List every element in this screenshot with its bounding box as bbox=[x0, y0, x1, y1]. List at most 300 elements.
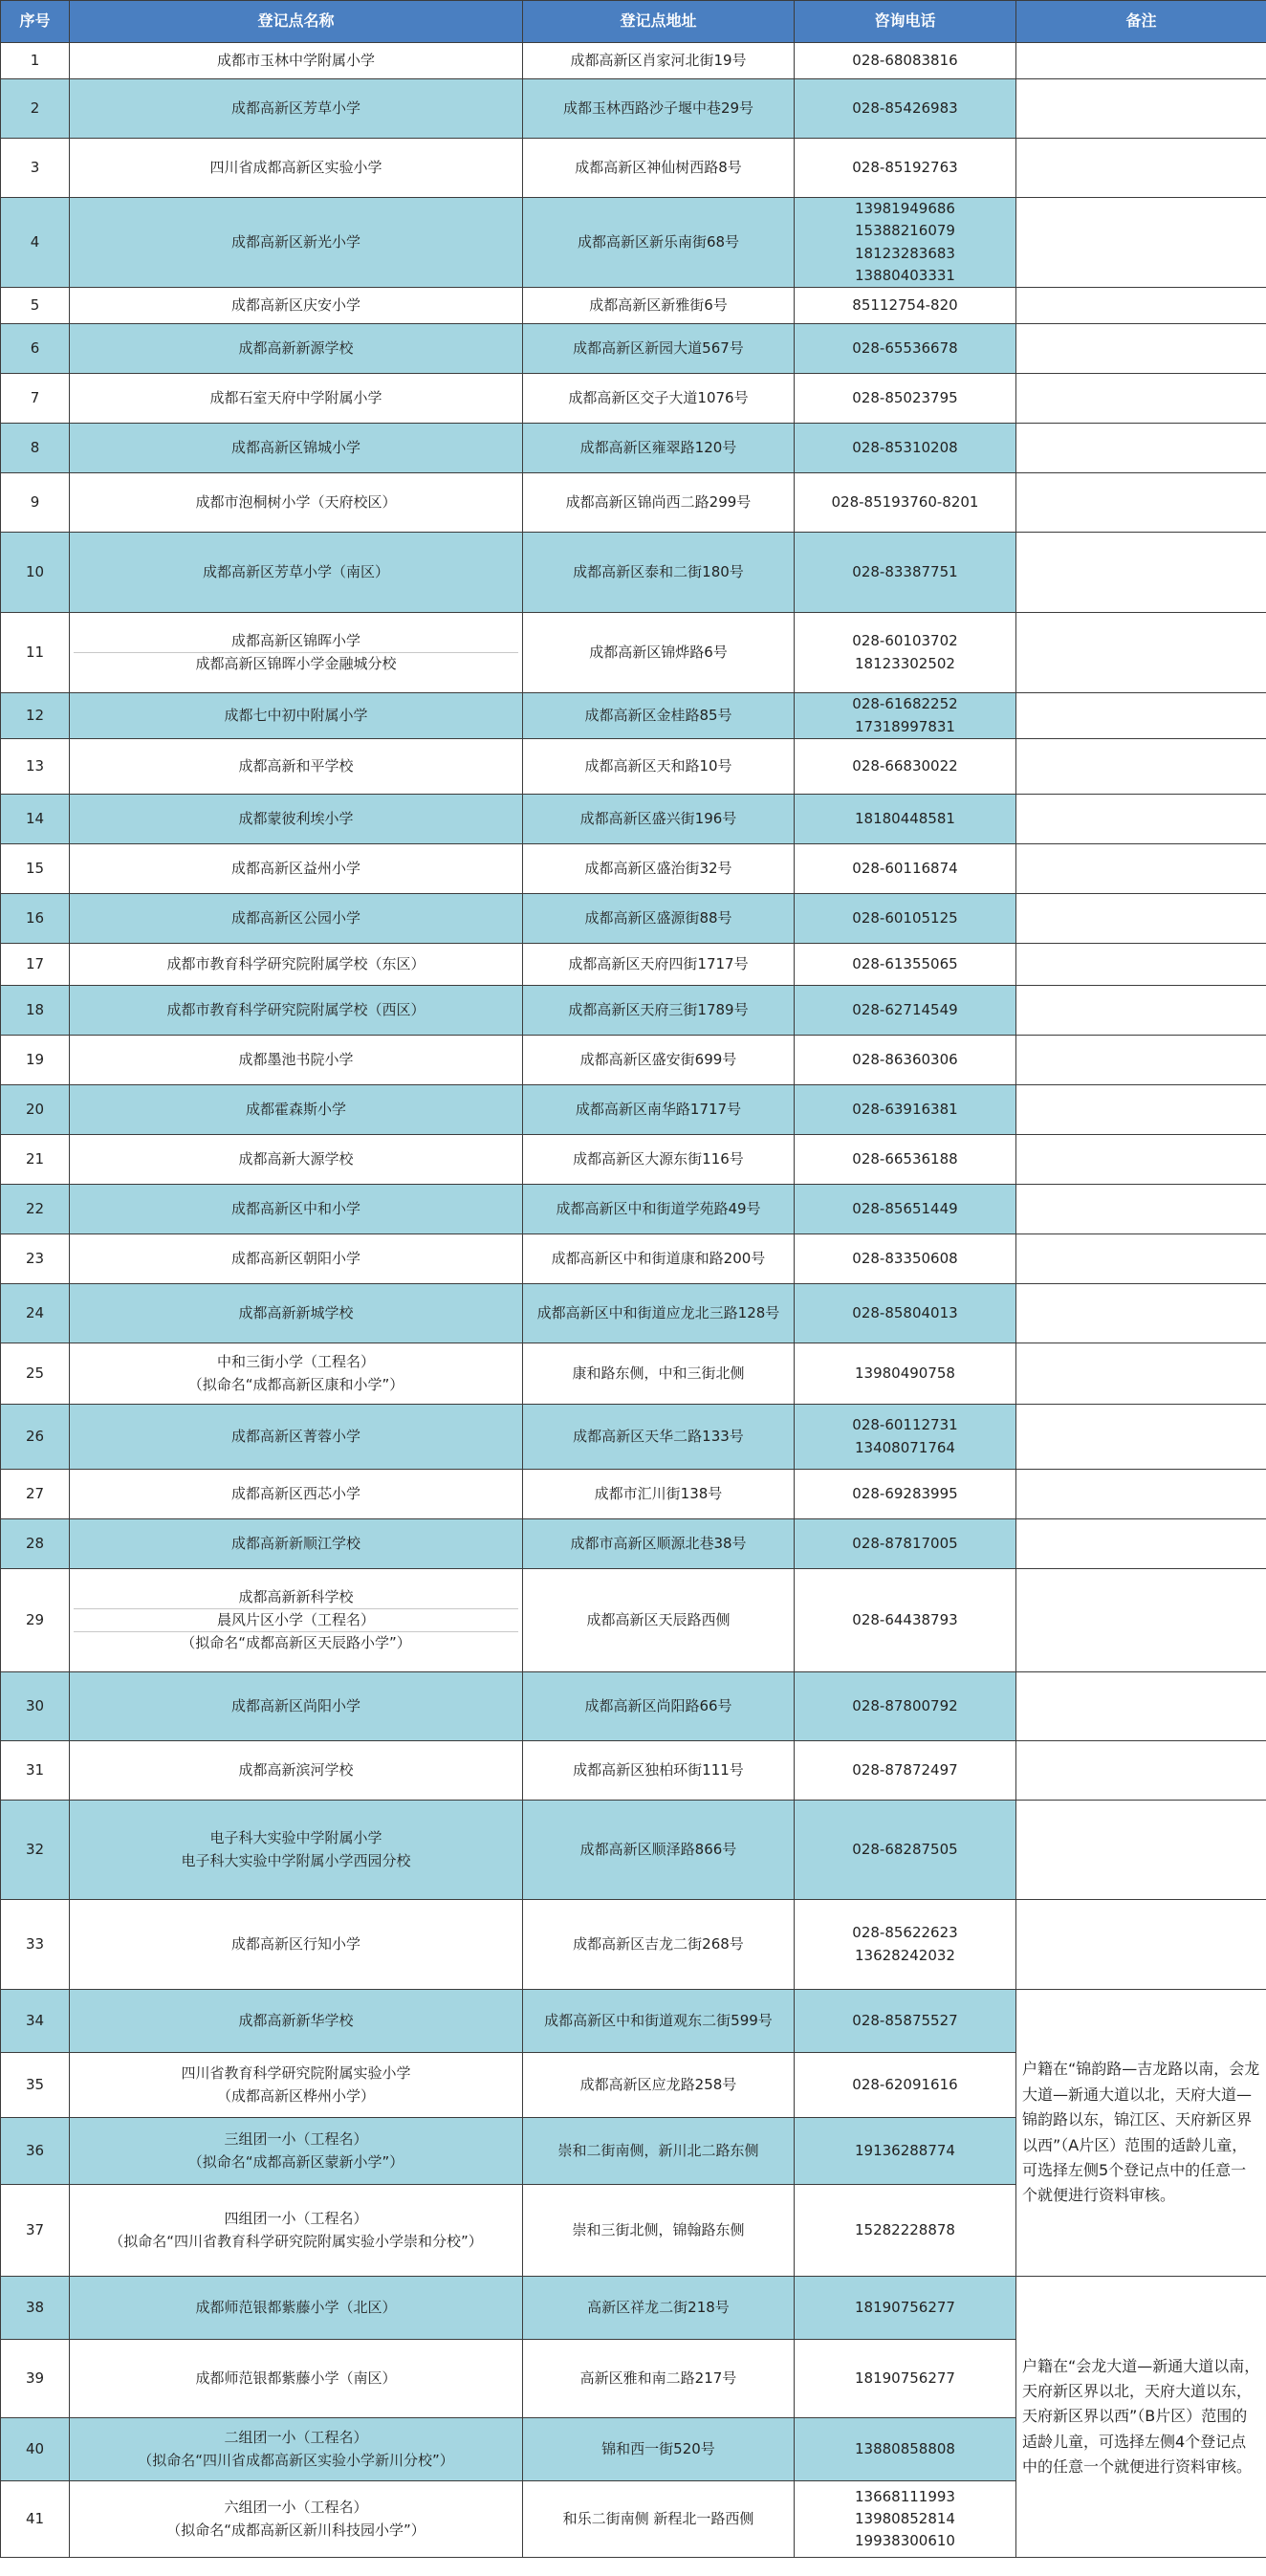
school-name-line: 成都高新区朝阳小学 bbox=[230, 1249, 360, 1267]
note-cell bbox=[1016, 1801, 1266, 1900]
contact-phone bbox=[795, 1185, 1016, 1234]
contact-phone bbox=[795, 844, 1016, 894]
note-cell bbox=[1016, 844, 1266, 894]
row-number: 8 bbox=[1, 424, 70, 473]
school-address-line: 成都高新区泰和二街180号 bbox=[573, 562, 744, 580]
row-number: 7 bbox=[1, 374, 70, 424]
school-address bbox=[523, 1519, 795, 1569]
school-name-line: 成都高新区芳草小学 bbox=[230, 98, 360, 117]
row-number: 21 bbox=[1, 1135, 70, 1185]
row-number: 2 bbox=[1, 79, 70, 139]
school-address bbox=[523, 1135, 795, 1185]
school-name bbox=[70, 1569, 523, 1672]
school-address-line: 成都高新区大源东街116号 bbox=[573, 1149, 744, 1168]
note-cell bbox=[1016, 1085, 1266, 1135]
note-cell bbox=[1016, 1135, 1266, 1185]
row-number: 22 bbox=[1, 1185, 70, 1234]
row-number: 6 bbox=[1, 324, 70, 374]
contact-phone-line: 18123283683 bbox=[855, 244, 955, 262]
contact-phone bbox=[795, 1085, 1016, 1135]
contact-phone-line: 15282228878 bbox=[855, 2220, 955, 2238]
school-name bbox=[70, 139, 523, 198]
school-name bbox=[70, 986, 523, 1036]
school-name-line: 成都高新区行知小学 bbox=[230, 1934, 360, 1953]
row-number: 10 bbox=[1, 533, 70, 613]
school-name-line: 成都蒙彼利埃小学 bbox=[238, 809, 354, 827]
school-address bbox=[523, 288, 795, 324]
contact-phone-line: 028-87800792 bbox=[852, 1696, 958, 1714]
note-area-b: 户籍在“会龙大道—新通大道以南，天府新区界以北，天府大道以东，天府新区界以西”（B片区）范围的适龄儿童，可选择左侧4个登记点中的任意一个就便进行资料审核。 bbox=[1016, 2277, 1266, 2558]
school-name-line: 成都高新新源学校 bbox=[238, 338, 354, 357]
table-row bbox=[1, 1234, 1266, 1284]
school-address-line: 成都高新区新雅街6号 bbox=[589, 295, 728, 314]
school-address bbox=[523, 1801, 795, 1900]
school-address bbox=[523, 1741, 795, 1801]
school-name bbox=[70, 288, 523, 324]
school-name-line: 晨风片区小学（工程名） bbox=[74, 1608, 518, 1631]
contact-phone bbox=[795, 533, 1016, 613]
school-name bbox=[70, 2118, 523, 2185]
table-row bbox=[1, 1801, 1266, 1900]
school-address bbox=[523, 1990, 795, 2053]
contact-phone bbox=[795, 1135, 1016, 1185]
school-address-line: 成都高新区天府三街1789号 bbox=[568, 1000, 749, 1018]
contact-phone bbox=[795, 1990, 1016, 2053]
school-address-line: 成都高新区中和街道学苑路49号 bbox=[556, 1199, 761, 1217]
school-address-line: 成都高新区中和街道应龙北三路128号 bbox=[536, 1303, 780, 1321]
contact-phone bbox=[795, 79, 1016, 139]
table-row bbox=[1, 894, 1266, 944]
school-address bbox=[523, 1284, 795, 1343]
contact-phone-line: 028-68287505 bbox=[852, 1840, 958, 1858]
row-number: 12 bbox=[1, 693, 70, 739]
contact-phone-line: 13408071764 bbox=[855, 1438, 955, 1456]
school-name bbox=[70, 473, 523, 533]
school-address-line: 成都高新区雍翠路120号 bbox=[579, 438, 737, 456]
school-address bbox=[523, 79, 795, 139]
contact-phone-line: 028-60112731 bbox=[852, 1416, 958, 1434]
row-number: 4 bbox=[1, 198, 70, 288]
row-number: 30 bbox=[1, 1672, 70, 1741]
row-number: 36 bbox=[1, 2118, 70, 2185]
header-phone: 咨询电话 bbox=[795, 1, 1016, 43]
contact-phone-line: 028-69283995 bbox=[852, 1484, 958, 1502]
contact-phone bbox=[795, 795, 1016, 844]
school-name-line: 成都市玉林中学附属小学 bbox=[216, 51, 375, 69]
contact-phone-line: 028-87872497 bbox=[852, 1760, 958, 1779]
contact-phone-line: 13980490758 bbox=[855, 1364, 955, 1382]
note-cell bbox=[1016, 139, 1266, 198]
contact-phone bbox=[795, 1234, 1016, 1284]
school-name bbox=[70, 1284, 523, 1343]
row-number: 40 bbox=[1, 2418, 70, 2481]
row-number: 13 bbox=[1, 739, 70, 795]
contact-phone bbox=[795, 1672, 1016, 1741]
school-address-line: 成都高新区新园大道567号 bbox=[573, 338, 744, 357]
row-number: 28 bbox=[1, 1519, 70, 1569]
school-address bbox=[523, 1185, 795, 1234]
row-number: 31 bbox=[1, 1741, 70, 1801]
note-area-a: 户籍在“锦韵路—吉龙路以南，会龙大道—新通大道以北，天府大道—锦韵路以东，锦江区、天府新区界以西”（A片区）范围的适龄儿童，可选择左侧5个登记点中的任意一个就便进行资料审核。 bbox=[1016, 1990, 1266, 2277]
contact-phone-line: 18180448581 bbox=[855, 809, 955, 827]
school-address-line: 成都高新区天辰路西侧 bbox=[586, 1610, 731, 1628]
school-name bbox=[70, 1185, 523, 1234]
table-row bbox=[1, 1405, 1266, 1470]
table-row bbox=[1, 43, 1266, 79]
row-number: 25 bbox=[1, 1343, 70, 1405]
contact-phone bbox=[795, 198, 1016, 288]
table-row bbox=[1, 1036, 1266, 1085]
contact-phone-line: 13981949686 bbox=[855, 200, 955, 217]
school-address bbox=[523, 894, 795, 944]
contact-phone-line: 028-66830022 bbox=[852, 756, 958, 775]
school-name bbox=[70, 2418, 523, 2481]
school-address bbox=[523, 986, 795, 1036]
table-row bbox=[1, 1569, 1266, 1672]
school-name bbox=[70, 2185, 523, 2277]
school-name-line: 四组团一小（工程名） bbox=[224, 2210, 368, 2228]
contact-phone bbox=[795, 2481, 1016, 2558]
school-name bbox=[70, 2481, 523, 2558]
contact-phone-line: 028-85193760-8201 bbox=[831, 492, 979, 511]
contact-phone-line: 028-62091616 bbox=[852, 2075, 958, 2093]
contact-phone-line: 028-85875527 bbox=[852, 2011, 958, 2029]
row-number: 3 bbox=[1, 139, 70, 198]
school-name-line: 电子科大实验中学附属小学西园分校 bbox=[181, 1851, 411, 1869]
school-name-line: 成都高新区锦城小学 bbox=[230, 438, 360, 456]
school-name bbox=[70, 79, 523, 139]
school-address-line: 成都高新区盛源街88号 bbox=[584, 908, 732, 927]
school-address-line: 成都高新区锦烨路6号 bbox=[589, 643, 728, 661]
school-name-line: 成都高新区中和小学 bbox=[230, 1199, 360, 1217]
school-name bbox=[70, 1519, 523, 1569]
header-note: 备注 bbox=[1016, 1, 1266, 43]
note-cell bbox=[1016, 1036, 1266, 1085]
school-name-line: 成都师范银都紫藤小学（南区） bbox=[195, 2369, 397, 2387]
school-name bbox=[70, 43, 523, 79]
row-number: 37 bbox=[1, 2185, 70, 2277]
school-name bbox=[70, 693, 523, 739]
school-address bbox=[523, 613, 795, 693]
contact-phone-line: 028-85310208 bbox=[852, 438, 958, 456]
table-row bbox=[1, 693, 1266, 739]
table-row bbox=[1, 198, 1266, 288]
school-address-line: 成都市汇川街138号 bbox=[594, 1484, 723, 1502]
school-name bbox=[70, 1990, 523, 2053]
school-name-line: 成都高新区锦晖小学金融城分校 bbox=[74, 652, 518, 675]
contact-phone-line: 028-85192763 bbox=[852, 158, 958, 176]
contact-phone-line: 18190756277 bbox=[855, 2298, 955, 2316]
school-address bbox=[523, 739, 795, 795]
school-address bbox=[523, 1085, 795, 1135]
school-name-line: （拟命名“成都高新区蒙新小学”） bbox=[187, 2152, 404, 2171]
table-row bbox=[1, 1470, 1266, 1519]
contact-phone bbox=[795, 43, 1016, 79]
contact-phone bbox=[795, 1343, 1016, 1405]
school-address-line: 和乐二街南侧 新程北一路西侧 bbox=[562, 2509, 754, 2527]
contact-phone-line: 17318997831 bbox=[855, 717, 955, 735]
table-row bbox=[1, 739, 1266, 795]
contact-phone-line: 028-66536188 bbox=[852, 1149, 958, 1168]
contact-phone-line: 028-85804013 bbox=[852, 1303, 958, 1321]
school-name bbox=[70, 1135, 523, 1185]
table-row bbox=[1, 844, 1266, 894]
contact-phone-line: 13880403331 bbox=[855, 266, 955, 284]
contact-phone bbox=[795, 2118, 1016, 2185]
contact-phone-line: 028-85426983 bbox=[852, 98, 958, 117]
contact-phone-line: 028-65536678 bbox=[852, 338, 958, 357]
school-name bbox=[70, 533, 523, 613]
school-address bbox=[523, 795, 795, 844]
school-address bbox=[523, 424, 795, 473]
school-address-line: 成都高新区盛治街32号 bbox=[584, 859, 732, 877]
school-name-line: 成都高新区尚阳小学 bbox=[230, 1696, 360, 1714]
contact-phone-line: 18123302502 bbox=[855, 654, 955, 672]
school-address-line: 崇和二街南侧，新川北二路东侧 bbox=[557, 2141, 759, 2159]
school-name bbox=[70, 1036, 523, 1085]
contact-phone-line: 028-63916381 bbox=[852, 1100, 958, 1118]
school-name bbox=[70, 1343, 523, 1405]
school-name-line: 成都高新区庆安小学 bbox=[230, 295, 360, 314]
contact-phone-line: 028-60103702 bbox=[852, 632, 958, 650]
table-row bbox=[1, 1519, 1266, 1569]
school-name-line: 成都高新滨河学校 bbox=[238, 1760, 354, 1779]
row-number: 41 bbox=[1, 2481, 70, 2558]
school-name-line: 成都高新区公园小学 bbox=[230, 908, 360, 927]
note-cell bbox=[1016, 473, 1266, 533]
table-row bbox=[1, 1284, 1266, 1343]
contact-phone-line: 85112754-820 bbox=[852, 295, 958, 314]
school-address bbox=[523, 1672, 795, 1741]
school-address bbox=[523, 1470, 795, 1519]
school-address-line: 成都高新区金桂路85号 bbox=[584, 706, 732, 724]
contact-phone bbox=[795, 139, 1016, 198]
row-number: 24 bbox=[1, 1284, 70, 1343]
school-name bbox=[70, 894, 523, 944]
table-row bbox=[1, 374, 1266, 424]
note-cell bbox=[1016, 1234, 1266, 1284]
row-number: 34 bbox=[1, 1990, 70, 2053]
contact-phone-line: 19938300610 bbox=[855, 2532, 955, 2550]
note-cell bbox=[1016, 288, 1266, 324]
school-name-line: 中和三街小学（工程名） bbox=[216, 1353, 375, 1371]
school-address bbox=[523, 2340, 795, 2418]
table-row bbox=[1, 1343, 1266, 1405]
contact-phone-line: 19136288774 bbox=[855, 2141, 955, 2159]
row-number: 26 bbox=[1, 1405, 70, 1470]
note-cell bbox=[1016, 1343, 1266, 1405]
table-row bbox=[1, 1990, 1266, 2053]
contact-phone bbox=[795, 1801, 1016, 1900]
school-address bbox=[523, 1405, 795, 1470]
contact-phone-line: 028-64438793 bbox=[852, 1610, 958, 1628]
school-name bbox=[70, 844, 523, 894]
contact-phone bbox=[795, 613, 1016, 693]
contact-phone bbox=[795, 944, 1016, 986]
note-cell bbox=[1016, 986, 1266, 1036]
contact-phone bbox=[795, 1405, 1016, 1470]
note-cell bbox=[1016, 79, 1266, 139]
school-name-line: 成都高新区益州小学 bbox=[230, 859, 360, 877]
school-address bbox=[523, 2277, 795, 2340]
school-name-line: （成都高新区桦州小学） bbox=[216, 2086, 375, 2105]
table-row bbox=[1, 2277, 1266, 2340]
school-address bbox=[523, 324, 795, 374]
school-name-line: （拟命名“四川省教育科学研究院附属实验小学崇和分校”） bbox=[109, 2232, 483, 2250]
row-number: 23 bbox=[1, 1234, 70, 1284]
school-address-line: 成都高新区中和街道观东二街599号 bbox=[544, 2011, 773, 2029]
school-address bbox=[523, 944, 795, 986]
contact-phone bbox=[795, 324, 1016, 374]
school-name-line: 成都霍森斯小学 bbox=[245, 1100, 346, 1118]
school-address bbox=[523, 1900, 795, 1990]
table-row bbox=[1, 473, 1266, 533]
row-number: 39 bbox=[1, 2340, 70, 2418]
contact-phone bbox=[795, 894, 1016, 944]
contact-phone-line: 028-83387751 bbox=[852, 562, 958, 580]
school-address-line: 成都玉林西路沙子堰中巷29号 bbox=[562, 98, 754, 117]
school-name-line: （拟命名“成都高新区康和小学”） bbox=[187, 1375, 404, 1393]
school-address bbox=[523, 693, 795, 739]
contact-phone-line: 18190756277 bbox=[855, 2369, 955, 2387]
school-address bbox=[523, 1343, 795, 1405]
table-body bbox=[1, 43, 1266, 2558]
row-number: 17 bbox=[1, 944, 70, 986]
school-name-line: 成都七中初中附属小学 bbox=[224, 706, 368, 724]
school-name-line: 成都高新区西芯小学 bbox=[230, 1484, 360, 1502]
school-address-line: 高新区祥龙二街218号 bbox=[587, 2298, 730, 2316]
contact-phone-line: 028-85023795 bbox=[852, 388, 958, 406]
note-cell bbox=[1016, 1569, 1266, 1672]
contact-phone-line: 028-61682252 bbox=[852, 695, 958, 713]
contact-phone-line: 028-85622623 bbox=[852, 1924, 958, 1942]
note-cell bbox=[1016, 1470, 1266, 1519]
row-number: 32 bbox=[1, 1801, 70, 1900]
contact-phone-line: 13628242032 bbox=[855, 1946, 955, 1964]
table-header-row bbox=[1, 1, 1266, 43]
school-name bbox=[70, 1741, 523, 1801]
contact-phone bbox=[795, 739, 1016, 795]
note-cell bbox=[1016, 1741, 1266, 1801]
note-cell bbox=[1016, 894, 1266, 944]
row-number: 33 bbox=[1, 1900, 70, 1990]
note-cell bbox=[1016, 1900, 1266, 1990]
header-no: 序号 bbox=[1, 1, 70, 43]
school-address bbox=[523, 473, 795, 533]
row-number: 14 bbox=[1, 795, 70, 844]
contact-phone-line: 028-61355065 bbox=[852, 954, 958, 972]
note-cell bbox=[1016, 795, 1266, 844]
note-cell bbox=[1016, 1284, 1266, 1343]
school-name-line: 成都高新新科学校 bbox=[238, 1587, 354, 1605]
school-name-line: 成都高新区锦晖小学 bbox=[230, 631, 360, 649]
table-row bbox=[1, 986, 1266, 1036]
school-name-line: 成都高新新华学校 bbox=[238, 2011, 354, 2029]
note-cell bbox=[1016, 613, 1266, 693]
row-number: 38 bbox=[1, 2277, 70, 2340]
school-address bbox=[523, 43, 795, 79]
row-number: 20 bbox=[1, 1085, 70, 1135]
table-row bbox=[1, 1672, 1266, 1741]
note-cell bbox=[1016, 533, 1266, 613]
school-name bbox=[70, 944, 523, 986]
school-name-line: 成都高新区芳草小学（南区） bbox=[202, 562, 389, 580]
row-number: 16 bbox=[1, 894, 70, 944]
contact-phone bbox=[795, 1470, 1016, 1519]
contact-phone bbox=[795, 424, 1016, 473]
school-name-line: 三组团一小（工程名） bbox=[224, 2130, 368, 2149]
school-name bbox=[70, 1405, 523, 1470]
school-name bbox=[70, 198, 523, 288]
table-row bbox=[1, 1900, 1266, 1990]
note-cell bbox=[1016, 693, 1266, 739]
school-name-line: 成都高新区菁蓉小学 bbox=[230, 1427, 360, 1445]
school-address bbox=[523, 139, 795, 198]
school-address-line: 成都市高新区顺源北巷38号 bbox=[570, 1534, 747, 1552]
school-name-line: 成都高新新顺江学校 bbox=[230, 1534, 360, 1552]
note-cell bbox=[1016, 1519, 1266, 1569]
school-name bbox=[70, 739, 523, 795]
school-name-line: 六组团一小（工程名） bbox=[224, 2499, 368, 2517]
contact-phone bbox=[795, 288, 1016, 324]
school-name-line: 成都高新大源学校 bbox=[238, 1149, 354, 1168]
school-name-line: 电子科大实验中学附属小学 bbox=[209, 1829, 382, 1847]
contact-phone bbox=[795, 374, 1016, 424]
school-name bbox=[70, 613, 523, 693]
school-name-line: （拟命名“四川省成都高新区实验小学新川分校”） bbox=[138, 2451, 454, 2469]
school-address-line: 康和路东侧，中和三街北侧 bbox=[572, 1364, 745, 1382]
school-address-line: 成都高新区新乐南街68号 bbox=[577, 232, 740, 251]
contact-phone-line: 13668111993 bbox=[855, 2487, 955, 2505]
school-name-line: 四川省教育科学研究院附属实验小学 bbox=[181, 2064, 411, 2083]
row-number: 29 bbox=[1, 1569, 70, 1672]
school-address bbox=[523, 374, 795, 424]
school-address bbox=[523, 2118, 795, 2185]
table-row bbox=[1, 613, 1266, 693]
school-name-line: 成都市教育科学研究院附属学校（西区） bbox=[166, 1000, 426, 1018]
note-cell bbox=[1016, 198, 1266, 288]
table-row bbox=[1, 424, 1266, 473]
school-address-line: 成都高新区顺泽路866号 bbox=[579, 1840, 737, 1858]
school-name-line: 成都高新区新光小学 bbox=[230, 232, 360, 251]
school-address bbox=[523, 844, 795, 894]
contact-phone bbox=[795, 1519, 1016, 1569]
contact-phone bbox=[795, 473, 1016, 533]
school-name bbox=[70, 1801, 523, 1900]
school-name-line: 四川省成都高新区实验小学 bbox=[209, 158, 382, 176]
school-name-line: 成都市泡桐树小学（天府校区） bbox=[195, 492, 397, 511]
school-name bbox=[70, 424, 523, 473]
school-name bbox=[70, 795, 523, 844]
table-row bbox=[1, 795, 1266, 844]
school-name-line: （拟命名“成都高新区天辰路小学”） bbox=[74, 1631, 518, 1654]
school-address-line: 成都高新区锦尚西二路299号 bbox=[565, 492, 752, 511]
row-number: 15 bbox=[1, 844, 70, 894]
school-address bbox=[523, 2053, 795, 2118]
contact-phone-line: 15388216079 bbox=[855, 222, 955, 240]
row-number: 19 bbox=[1, 1036, 70, 1085]
contact-phone-line: 028-68083816 bbox=[852, 51, 958, 69]
school-name bbox=[70, 2053, 523, 2118]
note-cell bbox=[1016, 324, 1266, 374]
contact-phone bbox=[795, 693, 1016, 739]
school-name-line: 成都高新新城学校 bbox=[238, 1303, 354, 1321]
school-address bbox=[523, 533, 795, 613]
row-number: 18 bbox=[1, 986, 70, 1036]
school-address-line: 崇和三街北侧，锦翰路东侧 bbox=[572, 2220, 745, 2238]
contact-phone bbox=[795, 2185, 1016, 2277]
table-row bbox=[1, 944, 1266, 986]
